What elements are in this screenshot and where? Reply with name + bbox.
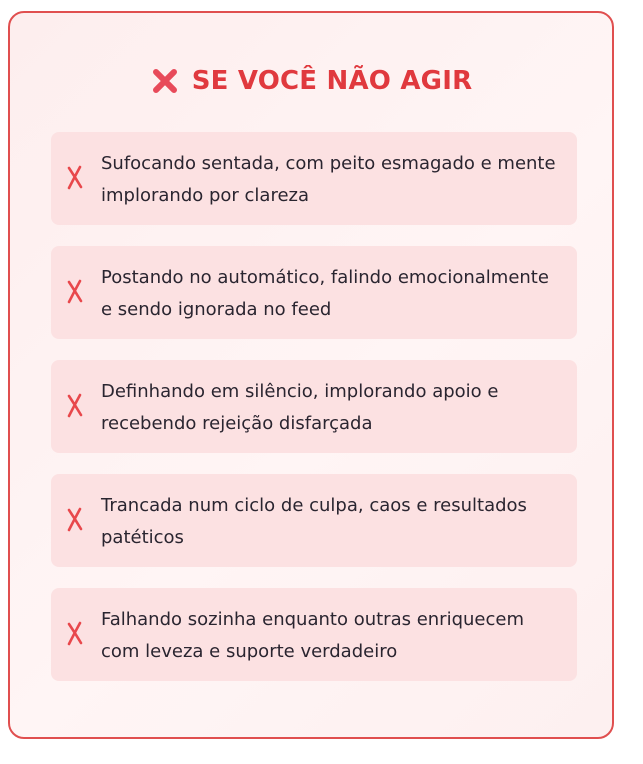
card-title: SE VOCÊ NÃO AGIR	[191, 66, 473, 96]
cross-mark-icon	[150, 66, 180, 96]
list-item-text: Falhando sozinha enquanto outras enriquecem com leveza e suporte verdadeiro	[101, 609, 524, 662]
ballot-x-icon	[65, 619, 85, 647]
ballot-x-icon	[65, 505, 85, 533]
list-item	[51, 588, 577, 681]
ballot-x-icon	[65, 277, 85, 305]
warning-card	[8, 11, 614, 739]
list-item-text: Definhando em silêncio, implorando apoio e recebendo rejeição disfarçada	[101, 381, 499, 434]
list-item	[51, 246, 577, 339]
list-item-text: Sufocando sentada, com peito esmagado e mente implorando por clareza	[101, 153, 556, 206]
ballot-x-icon	[65, 163, 85, 191]
list-item-text: Trancada num ciclo de culpa, caos e resultados patéticos	[101, 495, 527, 548]
list-item-text: Postando no automático, falindo emocionalmente e sendo ignorada no feed	[101, 267, 549, 320]
consequence-list	[51, 132, 577, 702]
list-item	[51, 360, 577, 453]
ballot-x-icon	[65, 391, 85, 419]
card-header	[10, 63, 612, 99]
list-item	[51, 474, 577, 567]
list-item	[51, 132, 577, 225]
